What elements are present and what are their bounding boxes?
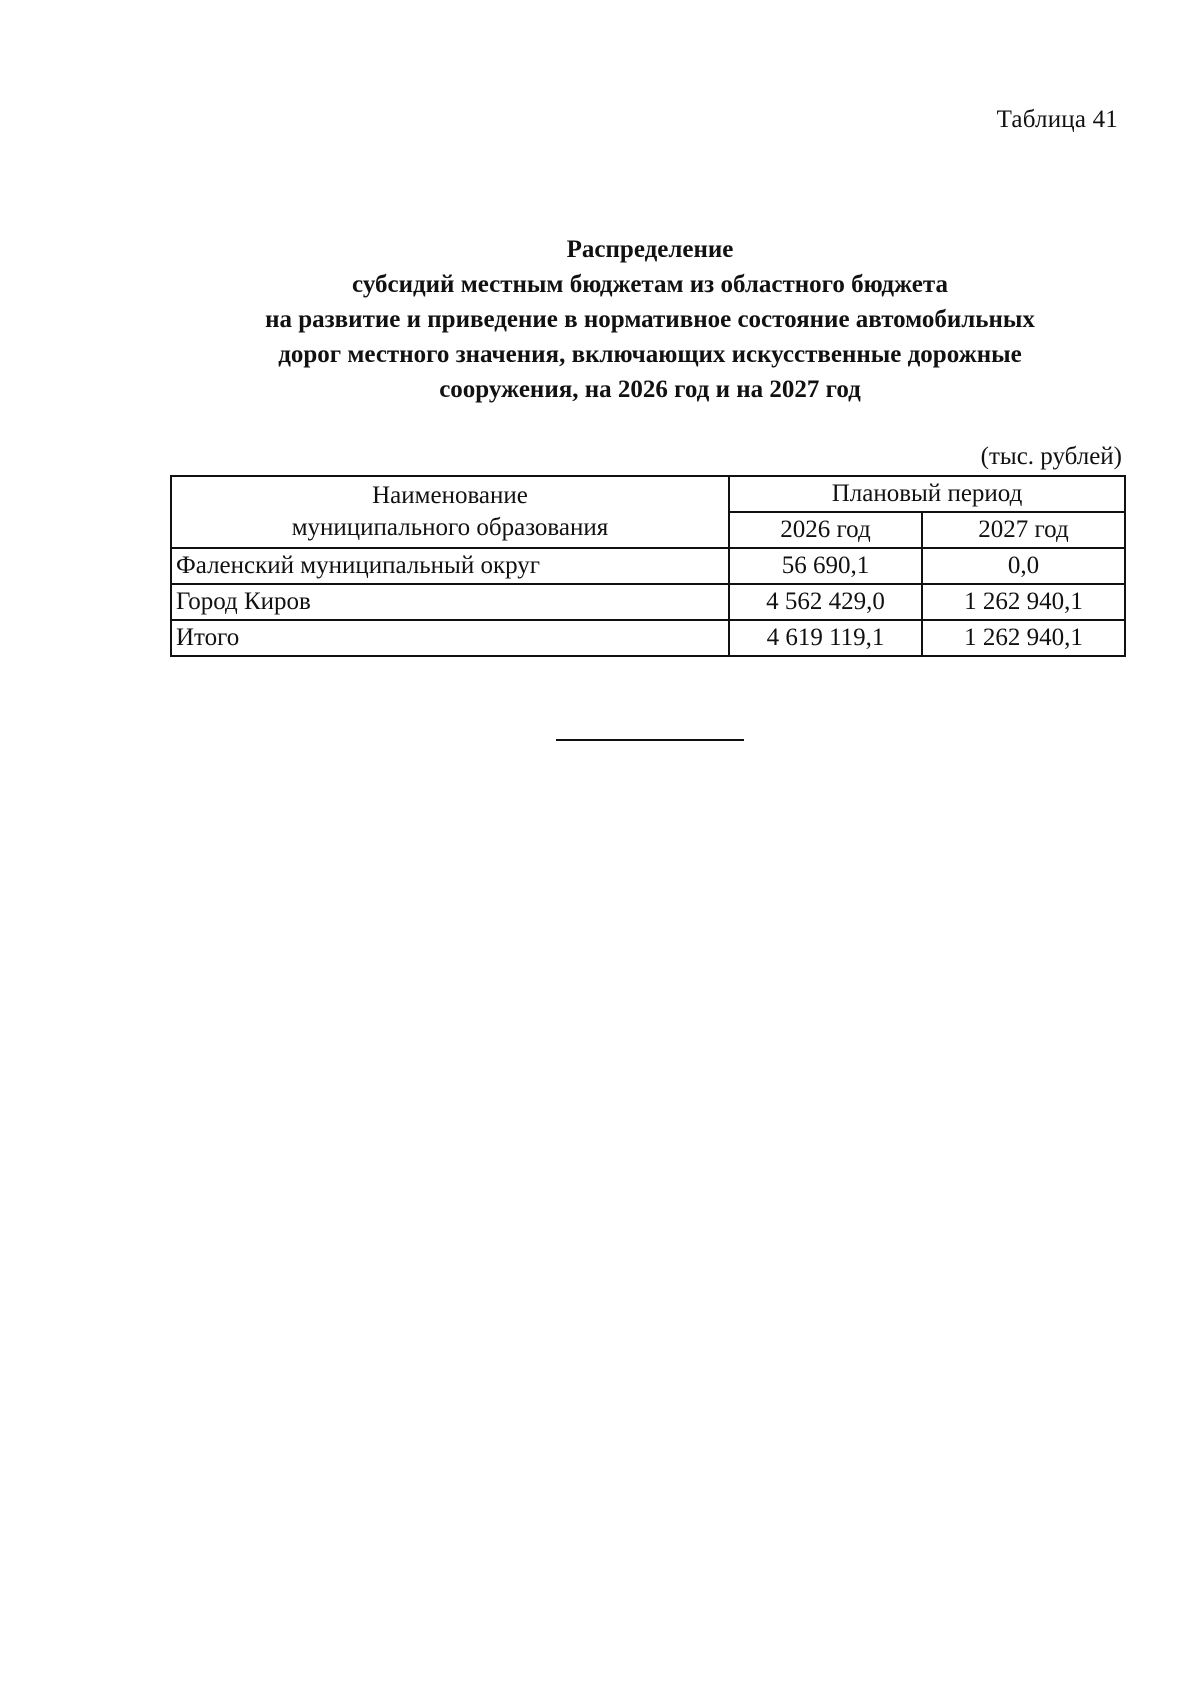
title-line-4: дорог местного значения, включающих искусственные дорожные (278, 341, 1022, 368)
total-label: Итого (171, 620, 729, 656)
subsidies-table (170, 475, 1126, 657)
total-row (171, 620, 1125, 656)
row-value-2026: 4 562 429,0 (729, 584, 922, 620)
title-line-5: сооружения, на 2026 год и на 2027 год (439, 376, 861, 403)
title-line-2: субсидий местным бюджетам из областного бюджета (352, 271, 948, 298)
table-row (171, 584, 1125, 620)
units-label: (тыс. рублей) (980, 443, 1122, 470)
header-municipality-line-1: Наименование (372, 482, 528, 509)
header-row-1 (171, 476, 1125, 512)
document-title (170, 232, 1130, 407)
total-value-2026: 4 619 119,1 (729, 620, 922, 656)
row-value-2027: 1 262 940,1 (922, 584, 1125, 620)
row-value-2027: 0,0 (922, 548, 1125, 584)
closing-rule (556, 739, 744, 741)
row-municipality: Город Киров (171, 584, 729, 620)
header-year-2026: 2026 год (729, 512, 922, 548)
row-value-2026: 56 690,1 (729, 548, 922, 584)
row-municipality: Фаленский муниципальный округ (171, 548, 729, 584)
title-line-1: Распределение (566, 236, 734, 263)
table-number: Таблица 41 (996, 106, 1118, 133)
total-value-2027: 1 262 940,1 (922, 620, 1125, 656)
header-municipality-line-2: муниципального образования (291, 514, 609, 541)
header-municipality (171, 476, 729, 548)
header-planning-period: Плановый период (729, 476, 1125, 512)
title-line-3: на развитие и приведение в нормативное состояние автомобильных (265, 306, 1035, 333)
header-year-2027: 2027 год (922, 512, 1125, 548)
table-row (171, 548, 1125, 584)
